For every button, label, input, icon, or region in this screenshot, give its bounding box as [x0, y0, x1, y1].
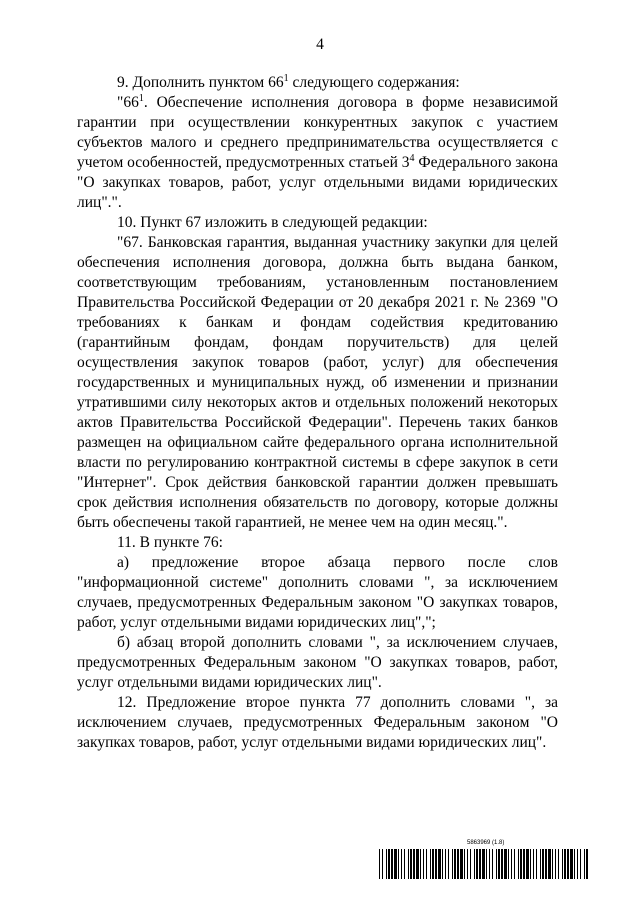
item-66-1-text: . Обеспечение исполнения договора в форме независимой гарантии при осуществлении конкурентных закупок с участием субъектов малого и среднего предпринимательства осуществляется с учетом особенностей, предусмотренных статьей 3: [77, 94, 558, 171]
paragraph-item-11-b: б) абзац второй дополнить словами ", за исключением случаев, предусмотренных Федеральным законом "О закупках товаров, работ, услуг отдельными видами юридических лиц".: [77, 634, 558, 691]
paragraph-item-10: 10. Пункт 67 изложить в следующей редакции:: [117, 214, 428, 231]
item-9-superscript: 1: [283, 73, 289, 84]
item-66-1-text-end: Федерального закона "О закупках товаров, работ, услуг отдельными видами юридических лиц".".: [77, 154, 558, 211]
item-66-1-start: "66: [117, 94, 139, 111]
item-66-1-superscript: 1: [138, 93, 144, 104]
item-9-text-end: следующего содержания:: [288, 74, 460, 91]
paragraph-item-11: 11. В пункте 76:: [117, 534, 223, 551]
document-barcode: [379, 840, 589, 878]
paragraph-item-67: "67. Банковская гарантия, выданная участнику закупки для целей обеспечения исполнения договора, должна быть выдана банком, соответствующим требованиям, установленным постановлением Правительства Российской Федерации от 20 декабря 2021 г. № 2369 "О требованиях к банкам и фондам содействия кредитованию (гарантийным фондам, фондам поручительств) для целей осуществления закупок товаров (работ, услуг) для обеспечения государственных и муниципальных нужд, об изменении и признании утратившими силу некоторых актов и отдельных положений некоторых актов Правительства Российской Федерации". Перечень таких банков размещен на официальном сайте федерального органа исполнительной власти по регулированию контрактной системы в сфере закупок в сети "Интернет". Срок действия банковской гарантии должен превышать срок действия исполнения обязательств по договору, которые должны быть обеспечены такой гарантией, не менее чем на один месяц.".: [77, 234, 558, 531]
paragraph-item-66-1: [77, 93, 558, 213]
barcode-code: 5863969 (1.8): [467, 840, 505, 846]
item-9-text: 9. Дополнить пунктом 66: [117, 74, 284, 91]
page-number: 4: [316, 36, 324, 53]
paragraph-item-11-a: а) предложение второе абзаца первого после слов "информационной системе" дополнить словами ", за исключением случаев, предусмотренных Федеральным законом "О закупках товаров, работ, услуг отдельными видами юридических лиц",";: [77, 554, 558, 631]
barcode-image: [379, 849, 589, 879]
paragraph-item-9: [77, 73, 558, 93]
document-body: [77, 73, 558, 753]
article-superscript: 4: [409, 153, 415, 164]
paragraph-item-12: 12. Предложение второе пункта 77 дополнить словами ", за исключением случаев, предусмотренных Федеральным законом "О закупках товаров, работ, услуг отдельными видами юридических лиц".: [77, 694, 558, 751]
